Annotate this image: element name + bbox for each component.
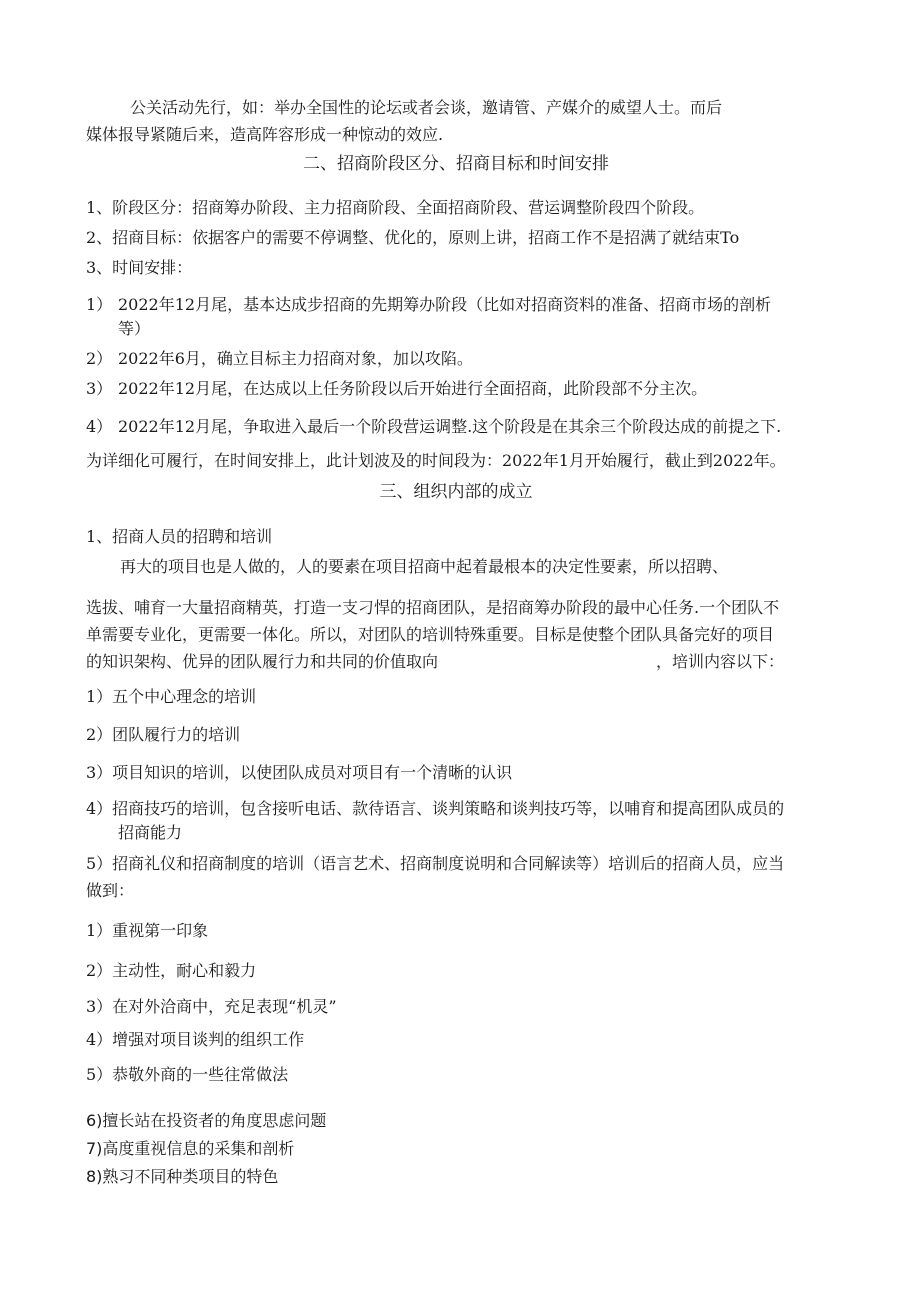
paragraph-text: 的知识架构、优异的团队履行力和共同的价值取向 bbox=[86, 652, 439, 671]
intro-line-1: 公关活动先行，如：举办全国性的论坛或者会谈，邀请管、产媒介的威望人士。而后 bbox=[130, 98, 723, 117]
recruitment-training-heading: 1、招商人员的招聘和培训 bbox=[86, 527, 273, 546]
paragraph-line: 选拔、哺育一大量招商精英，打造一支刁悍的招商团队，是招商筹办阶段的最中心任务.一个团队不 bbox=[86, 598, 780, 617]
schedule-number: 4） bbox=[86, 417, 113, 436]
schedule-item-continuation: 等） bbox=[118, 319, 151, 338]
schedule-number: 3） bbox=[86, 379, 113, 398]
schedule-text: 2022年12月尾，争取进入最后一个阶段营运调整.这个阶段是在其余三个阶段达成的前提之下. bbox=[118, 417, 782, 436]
schedule-text: 2022年12月尾，基本达成步招商的先期筹办阶段（比如对招商资料的准备、招商市场的剖析 bbox=[118, 295, 772, 314]
paragraph-line: 再大的项目也是人做的，人的要素在项目招商中起着最根本的决定性要素，所以招聘、 bbox=[120, 557, 729, 576]
requirement-item: 4）增强对项目谈判的组织工作 bbox=[86, 1030, 305, 1049]
training-item: 4）招商技巧的培训，包含接听电话、款待语言、谈判策略和谈判技巧等，以哺育和提高团队成员的 bbox=[86, 799, 785, 818]
schedule-text: 2022年12月尾，在达成以上任务阶段以后开始进行全面招商，此阶段部不分主次。 bbox=[118, 379, 708, 398]
training-item: 3）项目知识的培训，以使团队成员对项目有一个清晰的认识 bbox=[86, 763, 513, 782]
schedule-item bbox=[86, 378, 826, 400]
schedule-item bbox=[86, 416, 826, 438]
training-item: 5）招商礼仪和招商制度的培训（语言艺术、招商制度说明和合同解读等）培训后的招商人员，应当 bbox=[86, 854, 785, 873]
requirement-item: 2）主动性，耐心和毅力 bbox=[86, 961, 257, 980]
requirement-item: 6)擅长站在投资者的角度思虑问题 bbox=[86, 1111, 327, 1130]
paragraph-text: ，培训内容以下： bbox=[656, 652, 785, 671]
schedule-summary: 为详细化可履行，在时间安排上，此计划波及的时间段为：2022年1月开始履行，截止到2022年。 bbox=[86, 451, 786, 470]
stage-division: 1、阶段区分：招商筹办阶段、主力招商阶段、全面招商阶段、营运调整阶段四个阶段。 bbox=[86, 198, 705, 217]
requirement-item: 3）在对外洽商中，充足表现“机灵” bbox=[86, 997, 337, 1016]
schedule-item bbox=[86, 294, 826, 316]
time-schedule-label: 3、时间安排： bbox=[86, 258, 193, 277]
intro-line-2: 媒体报导紧随后来，造高阵容形成一种惊动的效应. bbox=[86, 125, 444, 144]
section-3-heading: 三、组织内部的成立 bbox=[379, 482, 533, 502]
section-2-heading: 二、招商阶段区分、招商目标和时间安排 bbox=[303, 154, 609, 174]
requirement-item: 8)熟习不同种类项目的特色 bbox=[86, 1167, 279, 1186]
schedule-number: 1） bbox=[86, 295, 113, 314]
training-item-continuation: 做到： bbox=[86, 881, 135, 900]
training-item: 2）团队履行力的培训 bbox=[86, 725, 241, 744]
requirement-item: 5）恭敬外商的一些往常做法 bbox=[86, 1065, 289, 1084]
paragraph-line bbox=[86, 651, 826, 673]
paragraph-line: 单需要专业化，更需要一体化。所以，对团队的培训特殊重要。目标是使整个团队具备完好的项目 bbox=[86, 625, 775, 644]
training-item-continuation: 招商能力 bbox=[118, 823, 183, 842]
recruitment-goal: 2、招商目标：依据客户的需要不停调整、优化的，原则上讲，招商工作不是招满了就结束To bbox=[86, 228, 740, 247]
schedule-item bbox=[86, 348, 826, 370]
training-item: 1）五个中心理念的培训 bbox=[86, 687, 257, 706]
requirement-item: 7)高度重视信息的采集和剖析 bbox=[86, 1139, 295, 1158]
schedule-number: 2） bbox=[86, 349, 113, 368]
schedule-text: 2022年6月，确立目标主力招商对象，加以攻陷。 bbox=[118, 349, 473, 368]
requirement-item: 1）重视第一印象 bbox=[86, 921, 209, 940]
